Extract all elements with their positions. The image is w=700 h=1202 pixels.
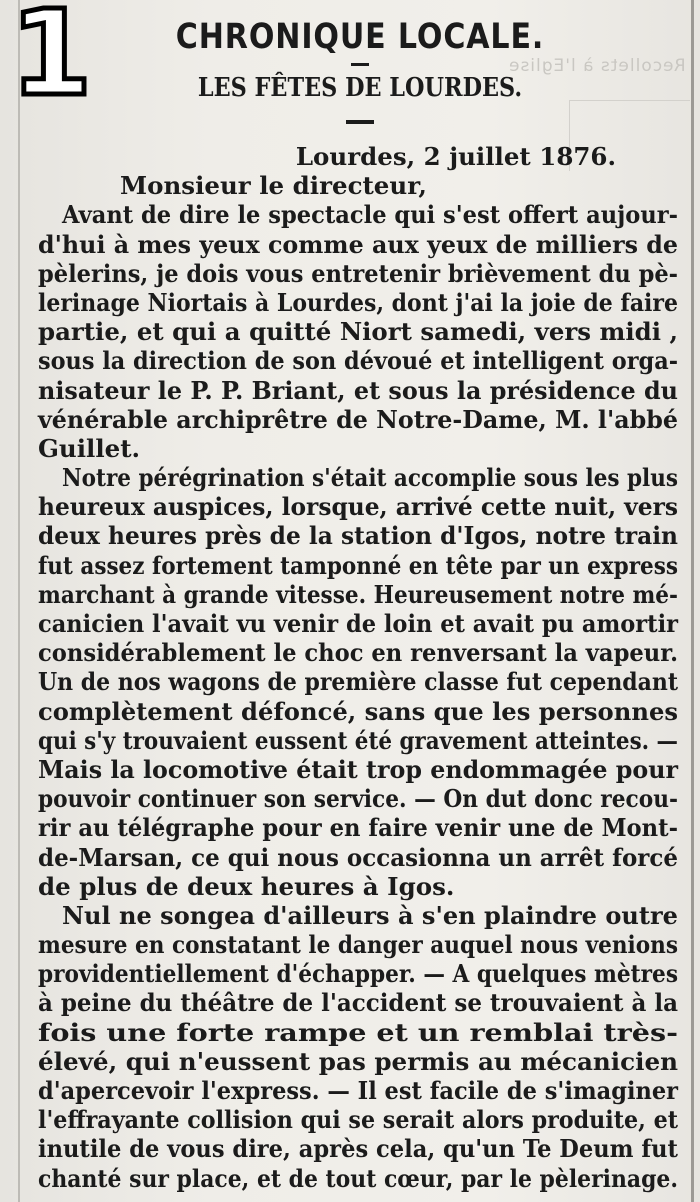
article-line: d'hui à mes yeux comme aux yeux de milliers de [38,229,678,259]
article-line: providentiellement d'échapper. — A quelques mètres [38,959,678,989]
clipping-number-badge: 1 [10,0,93,122]
subtitle-divider [346,120,374,124]
column-rule-left [18,0,20,1202]
article-line: marchant à grande vitesse. Heureusement notre mé- [38,579,678,609]
article-line: partie, et qui a quitté Niort samedi, vers midi , [38,317,678,347]
article-line: l'effrayante collision qui se serait alors produite, et [38,1105,678,1135]
article-line: Notre pérégrination s'était accomplie sous les plus [62,463,678,493]
title-divider [351,63,369,66]
salutation: Monsieur le directeur, [120,171,427,201]
section-title: CHRONIQUE LOCALE. [175,17,545,57]
article-line: Nul ne songea d'ailleurs à s'en plaindre outre [62,900,678,930]
article-line: Guillet. [38,433,141,463]
article-line: à peine du théâtre de l'accident se trouvaient à la [38,988,678,1018]
article-line: d'apercevoir l'express. — Il est facile de s'imaginer [38,1076,678,1105]
article-line: chanté sur place, et de tout cœur, par le pèlerinage. [38,1163,678,1193]
bleed-through-text: Recollets à l'Eglise [508,56,686,76]
article-line: fois une forte rampe et un remblai très- [38,1017,678,1047]
article-header [130,18,590,124]
article-line: considérablement le choc en renversant la vapeur. [38,638,678,668]
article-line: de plus de deux heures à Igos. [38,871,455,901]
article-line: qui s'y trouvaient eussent été gravement atteintes. — [38,725,678,755]
article-line: sous la direction de son dévoué et intelligent orga- [38,346,678,376]
column-rule-right [691,0,694,1202]
article-line: pèlerins, je dois vous entretenir brièvement du pè- [38,258,678,288]
article-line: fut assez fortement tamponné en tête par un express [38,550,678,580]
article-line: rir au télégraphe pour en faire venir une de Mont- [38,813,678,843]
article-line: mesure en constatant le danger auquel nous venions [38,930,678,960]
article-title: LES FÊTES DE LOURDES. [197,72,523,103]
dateline: Lourdes, 2 juillet 1876. [295,142,616,171]
article-line: deux heures près de la station d'Igos, notre train [38,521,678,551]
article-line: élevé, qui n'eussent pas permis au mécanicien [38,1046,678,1076]
article-line: heureux auspices, lorsque, arrivé cette nuit, vers [38,492,678,522]
article-body [38,142,678,1193]
article-line: vénérable archiprêtre de Notre-Dame, M. l'abbé [38,404,678,434]
article-line: nisateur le P. P. Briant, et sous la présidence du [38,375,678,405]
article-line: lerinage Niortais à Lourdes, dont j'ai la joie de faire [38,287,678,317]
article-line: inutile de vous dire, après cela, qu'un Te Deum fut [38,1134,678,1164]
article-line: canicien l'avait vu venir de loin et avait pu amortir [38,609,678,638]
article-line: Mais la locomotive était trop endommagée pour [38,754,678,784]
article-line: pouvoir continuer son service. — On dut donc recou- [38,784,678,814]
article-line: complètement défoncé, sans que les personnes [38,696,678,726]
article-line: de-Marsan, ce qui nous occasionna un arrêt forcé [38,842,678,872]
article-text [38,200,678,1192]
article-line: Avant de dire le spectacle qui s'est offert aujour- [62,200,678,230]
article-line: Un de nos wagons de première classe fut cependant [38,667,678,697]
